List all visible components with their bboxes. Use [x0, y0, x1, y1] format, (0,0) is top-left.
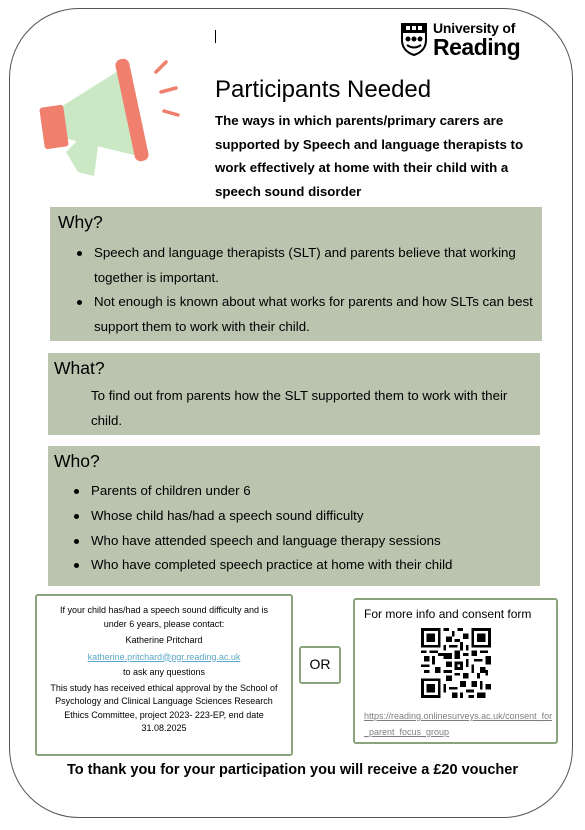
logo-reading-text: Reading: [433, 34, 521, 60]
contact-email-link[interactable]: katherine.pritchard@pgr.reading.ac.uk: [87, 651, 241, 662]
study-subtitle: The ways in which parents/primary carers are supported by Speech and language therapists to work effectively at home with their child with a speech sound disorder: [215, 113, 524, 199]
what-text: To find out from parents how the SLT supported them to work with their child.: [91, 388, 508, 428]
who-heading: Who?: [54, 451, 100, 471]
why-item: Not enough is known about what works for parents and how SLTs can best support them to work with their child.: [94, 290, 534, 339]
qr-code[interactable]: [421, 628, 491, 698]
or-box: OR: [299, 646, 341, 684]
megaphone-icon: [28, 48, 188, 183]
why-heading: Why?: [58, 212, 103, 232]
contact-intro: If your child has/had a speech sound difficulty and is under 6 years, please contact:: [60, 605, 268, 629]
university-logo: [400, 20, 525, 62]
thank-you-message: To thank you for your participation you will receive a £20 voucher: [67, 762, 518, 778]
crest-icon: [400, 22, 428, 56]
what-panel: [48, 353, 540, 435]
logo-university-text: University of: [433, 20, 516, 36]
contact-box: [35, 594, 293, 756]
why-list: [94, 241, 534, 339]
what-heading: What?: [54, 358, 105, 378]
info-box: [353, 598, 558, 744]
who-item: Whose child has/had a speech sound difficulty: [91, 504, 531, 529]
who-list: [91, 479, 531, 578]
page-title: Participants Needed: [215, 76, 432, 103]
who-item: Who have attended speech and language therapy sessions: [91, 529, 531, 554]
who-panel: [48, 446, 540, 586]
who-item: Parents of children under 6: [91, 479, 531, 504]
text-cursor: [215, 30, 216, 43]
contact-name: Katherine Pritchard: [125, 635, 203, 645]
survey-link[interactable]: https://reading.onlinesurveys.ac.uk/consent_for_parent_focus_group: [364, 711, 553, 737]
info-label: For more info and consent form: [364, 607, 532, 621]
why-item: Speech and language therapists (SLT) and parents believe that working together is important.: [94, 241, 534, 290]
why-panel: [50, 207, 542, 341]
who-item: Who have completed speech practice at home with their child: [91, 553, 531, 578]
ethics-statement: This study has received ethical approval by the School of Psychology and Clinical Language Sciences Research Ethics Committee, project 2023- 223-EP, end date 31.08.2025: [50, 682, 278, 733]
contact-ask: to ask any questions: [122, 667, 206, 677]
